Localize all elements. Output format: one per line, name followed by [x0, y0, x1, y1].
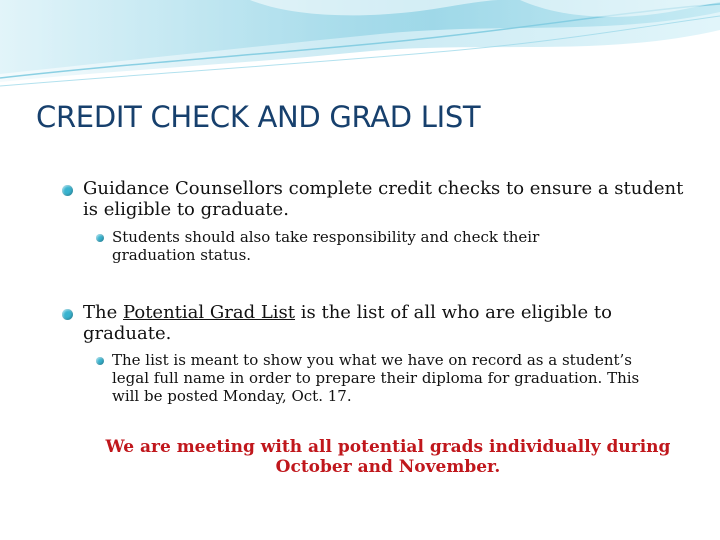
sub-bullet-legal-name: [96, 351, 666, 405]
sub-bullet-text: The list is meant to show you what we have on record as a student’s legal full name in order to prepare their diploma for graduation. This will be posted Monday, Oct. 17.: [112, 351, 640, 405]
bullet-dot-icon: [96, 234, 104, 242]
bullet-dot-icon: [62, 309, 73, 320]
bullet-dot-icon: [62, 185, 73, 196]
header-wave-decoration: [0, 0, 720, 95]
bullet-potential-grad-list: [62, 302, 687, 344]
slide-title: CREDIT CHECK AND GRAD LIST: [36, 100, 481, 134]
bullet-text-prefix: The: [83, 302, 123, 323]
bullet-text: Guidance Counsellors complete credit checks to ensure a student is eligible to graduate.: [83, 178, 684, 220]
meeting-notice: We are meeting with all potential grads individually during October and November.: [105, 437, 671, 477]
potential-grad-list-term: Potential Grad List: [122, 302, 296, 323]
sub-bullet-text: Students should also take responsibility and check their graduation status.: [112, 228, 540, 264]
bullet-dot-icon: [96, 357, 104, 365]
sub-bullet-student-responsibility: [96, 228, 616, 264]
bullet-text: [83, 302, 687, 344]
bullet-credit-checks: [62, 178, 687, 220]
bullet-text-suffix: is the list of all who are eligible to graduate.: [83, 302, 612, 344]
